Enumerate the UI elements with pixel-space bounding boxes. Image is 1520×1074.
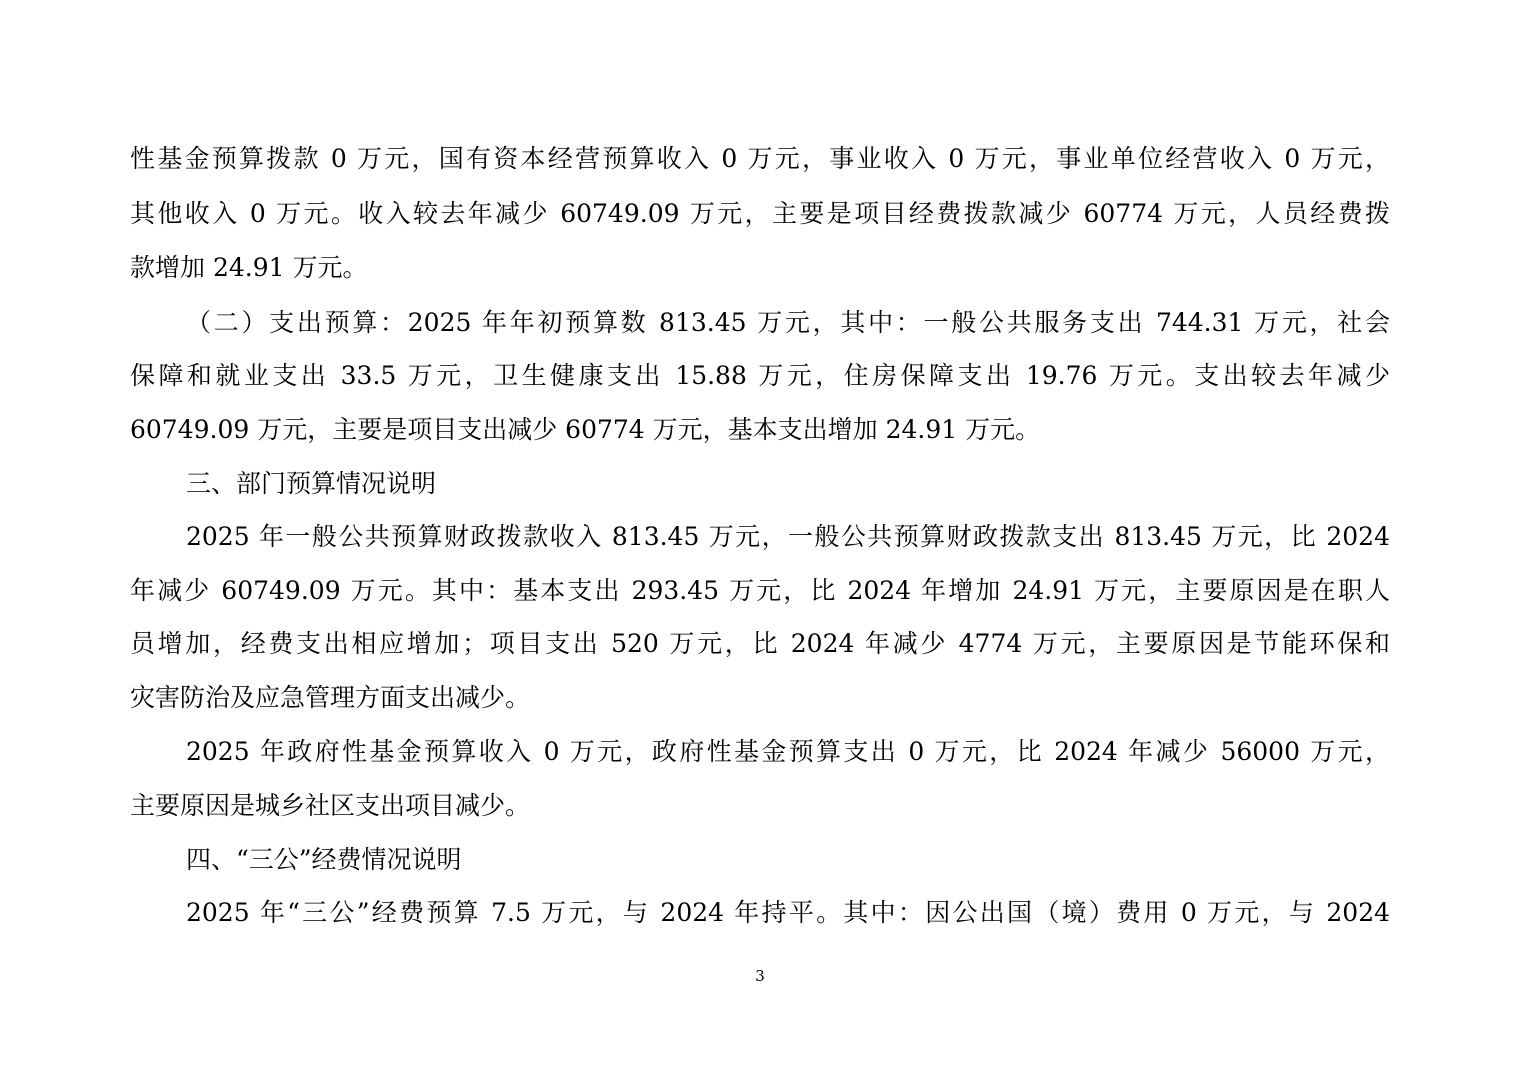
text-line: 员增加，经费支出相应增加；项目支出 520 万元，比 2024 年减少 4774 万元，主要原因是节能环保和 bbox=[130, 629, 1390, 658]
text-line: 2025 年政府性基金预算收入 0 万元，政府性基金预算支出 0 万元，比 2024 年减少 56000 万元， bbox=[186, 737, 1390, 766]
text-line: 保障和就业支出 33.5 万元，卫生健康支出 15.88 万元，住房保障支出 19.76 万元。支出较去年减少 bbox=[130, 361, 1390, 390]
text-line: 2025 年“三公”经费预算 7.5 万元，与 2024 年持平。其中：因公出国（境）费用 0 万元，与 2024 bbox=[186, 898, 1390, 927]
text-line: 60749.09 万元，主要是项目支出减少 60774 万元，基本支出增加 24.91 万元。 bbox=[130, 415, 1041, 444]
text-line: 年减少 60749.09 万元。其中：基本支出 293.45 万元，比 2024 年增加 24.91 万元，主要原因是在职人 bbox=[130, 576, 1390, 605]
text-line: 款增加 24.91 万元。 bbox=[130, 253, 368, 282]
text-line: 性基金预算拨款 0 万元，国有资本经营预算收入 0 万元，事业收入 0 万元，事业单位经营收入 0 万元， bbox=[130, 144, 1390, 173]
text-line: 2025 年一般公共预算财政拨款收入 813.45 万元，一般公共预算财政拨款支出 813.45 万元，比 2024 bbox=[186, 522, 1390, 551]
text-line: （二）支出预算：2025 年年初预算数 813.45 万元，其中：一般公共服务支出 744.31 万元，社会 bbox=[186, 308, 1390, 337]
section-heading: 三、部门预算情况说明 bbox=[186, 469, 437, 498]
section-heading: 四、“三公”经费情况说明 bbox=[186, 845, 462, 874]
text-line: 灾害防治及应急管理方面支出减少。 bbox=[130, 683, 531, 712]
text-line: 主要原因是城乡社区支出项目减少。 bbox=[130, 791, 531, 820]
page-number: 3 bbox=[755, 967, 765, 985]
text-line: 其他收入 0 万元。收入较去年减少 60749.09 万元，主要是项目经费拨款减少 60774 万元，人员经费拨 bbox=[130, 199, 1390, 228]
